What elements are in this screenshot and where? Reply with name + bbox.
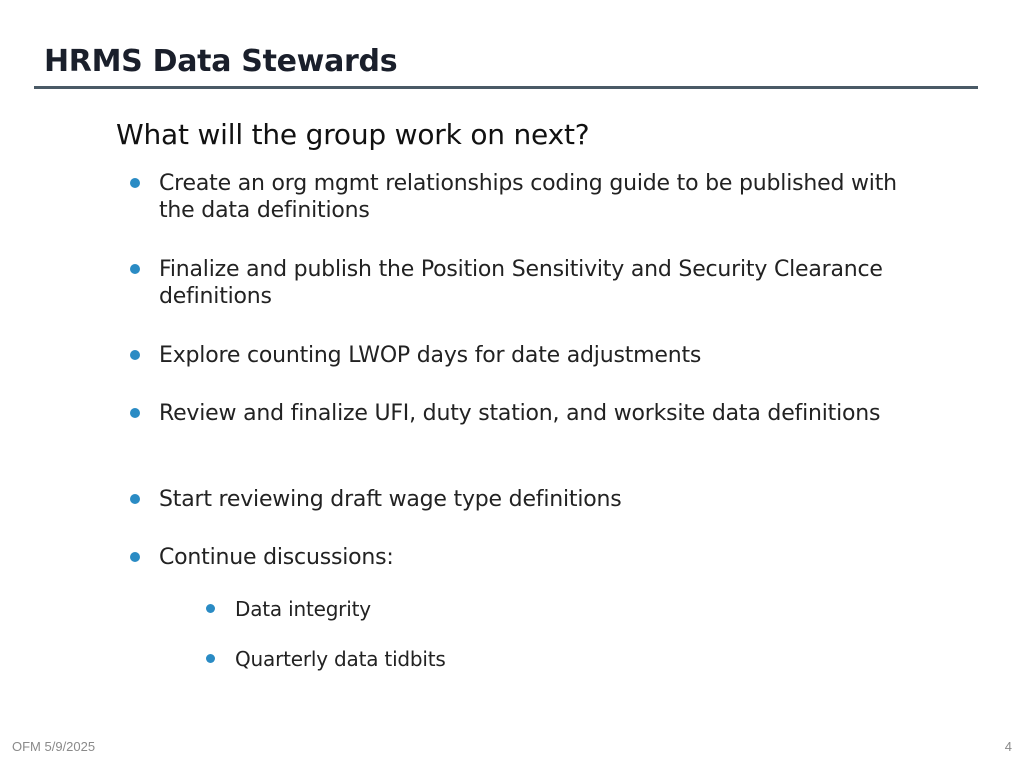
bullet-text: Start reviewing draft wage type definitions (159, 487, 622, 512)
sub-bullet-text: Quarterly data tidbits (235, 647, 446, 671)
bullet-dot-icon (130, 178, 140, 188)
bullet-dot-icon (130, 350, 140, 360)
bullet-dot-icon (130, 408, 140, 418)
bullet-dot-icon (206, 654, 215, 663)
bullet-item (130, 170, 920, 224)
bullet-dot-icon (130, 552, 140, 562)
bullet-item (130, 486, 920, 513)
bullet-text: Continue discussions: (159, 545, 394, 570)
title-divider (34, 86, 978, 89)
bullet-dot-icon (206, 604, 215, 613)
bullet-item (130, 400, 920, 427)
sub-bullet-item (206, 597, 806, 622)
bullet-text: Explore counting LWOP days for date adjustments (159, 343, 702, 368)
footer-date: OFM 5/9/2025 (12, 739, 96, 754)
bullet-item (130, 256, 920, 310)
bullet-dot-icon (130, 264, 140, 274)
bullet-text: Create an org mgmt relationships coding guide to be published with the data definitions (159, 171, 897, 223)
section-heading: What will the group work on next? (116, 118, 590, 151)
bullet-dot-icon (130, 494, 140, 504)
sub-bullet-item (206, 647, 806, 672)
page-number: 4 (1004, 739, 1012, 754)
bullet-item (130, 342, 920, 369)
slide-title: HRMS Data Stewards (44, 44, 398, 79)
sub-bullet-text: Data integrity (235, 597, 371, 621)
bullet-text: Finalize and publish the Position Sensitivity and Security Clearance definitions (159, 257, 883, 309)
bullet-text: Review and finalize UFI, duty station, and worksite data definitions (159, 401, 881, 426)
bullet-item (130, 544, 920, 571)
